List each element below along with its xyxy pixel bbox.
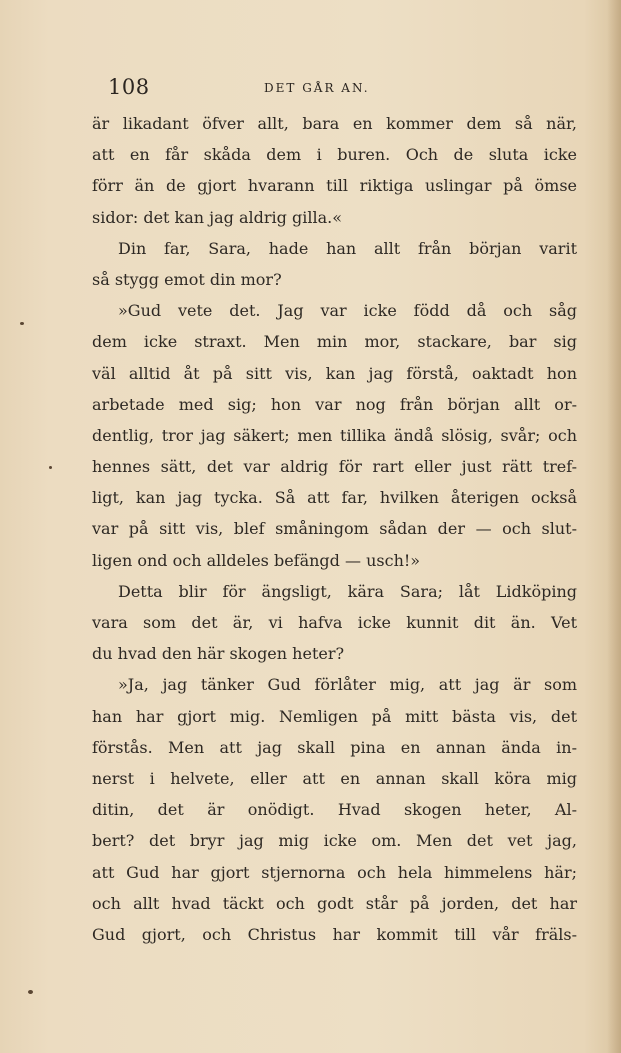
- ink-spot: [28, 990, 33, 994]
- text-line: ditin, det är onödigt. Hvad skogen heter, Al-: [92, 800, 577, 820]
- text-line: att Gud har gjort stjernorna och hela himmelens här;: [92, 862, 577, 882]
- body-text: [92, 108, 577, 950]
- text-line: sidor: det kan jag aldrig gilla.«: [92, 207, 343, 227]
- text-line: »Ja, jag tänker Gud förlåter mig, att jag är som: [118, 675, 577, 695]
- text-line: dem icke straxt. Men min mor, stackare, bar sig: [92, 332, 577, 352]
- text-line: du hvad den här skogen heter?: [92, 644, 345, 664]
- text-line: bert? det bryr jag mig icke om. Men det vet jag,: [92, 831, 577, 851]
- text-line: och allt hvad täckt och godt står på jorden, det har: [92, 893, 577, 913]
- text-line: Detta blir för ängsligt, kära Sara; låt Lidköping: [118, 581, 577, 601]
- text-line: förr än de gjort hvarann till riktiga uslingar på ömse: [92, 176, 577, 196]
- text-line: dentlig, tror jag säkert; men tillika ändå slösig, svår; och: [92, 425, 577, 445]
- text-line: han har gjort mig. Nemligen på mitt bästa vis, det: [92, 706, 577, 726]
- text-line: arbetade med sig; hon var nog från början allt or-: [92, 394, 577, 414]
- text-line: så stygg emot din mor?: [92, 269, 282, 289]
- ink-spot: [20, 322, 24, 325]
- text-line: var på sitt vis, blef småningom sådan der — och slut-: [92, 519, 577, 539]
- text-line: vara som det är, vi hafva icke kunnit dit än. Vet: [92, 613, 577, 632]
- text-line: hennes sätt, det var aldrig för rart eller just rätt tref-: [92, 457, 577, 477]
- page-edge-shadow: [607, 0, 621, 1053]
- text-line: ligen ond och alldeles befängd — usch!»: [92, 550, 421, 570]
- text-line: ligt, kan jag tycka. Så att far, hvilken återigen också: [92, 488, 577, 508]
- text-line: nerst i helvete, eller att en annan skall köra mig: [92, 768, 577, 788]
- ink-spot: [49, 466, 52, 469]
- text-line: förstås. Men att jag skall pina en annan ända in-: [92, 737, 577, 757]
- text-line: Gud gjort, och Christus har kommit till vår fräls-: [92, 924, 577, 944]
- text-line: Din far, Sara, hade han allt från början varit: [118, 238, 577, 258]
- text-line: att en får skåda dem i buren. Och de sluta icke: [92, 145, 577, 165]
- text-line: är likadant öfver allt, bara en kommer dem så när,: [92, 114, 577, 133]
- text-line: »Gud vete det. Jag var icke född då och såg: [118, 301, 577, 321]
- running-title: DET GÅR AN.: [264, 81, 370, 95]
- page-number: 108: [108, 75, 150, 99]
- text-line: väl alltid åt på sitt vis, kan jag förstå, oaktadt hon: [92, 363, 577, 383]
- page-header: [108, 73, 574, 103]
